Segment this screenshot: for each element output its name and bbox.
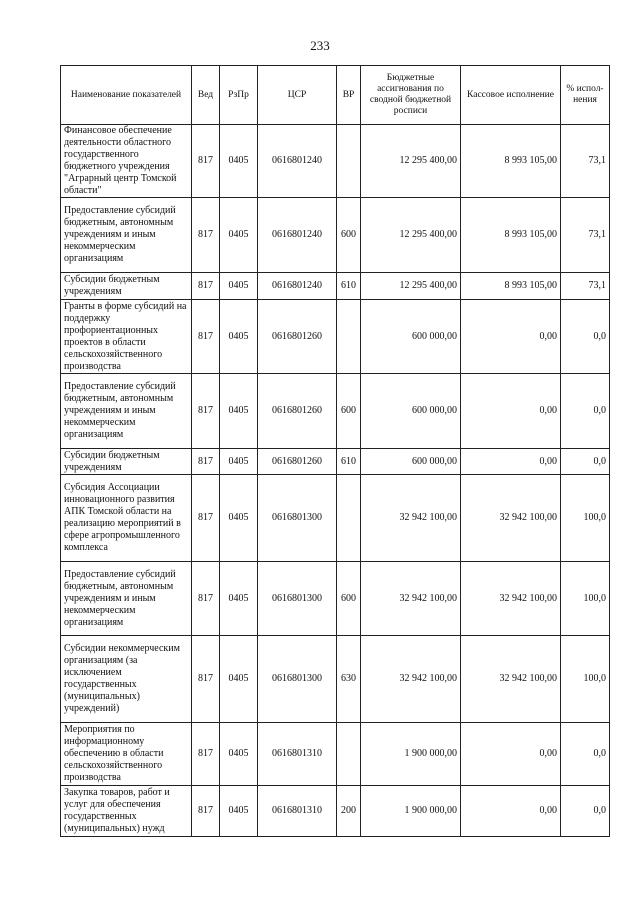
row-ved: 817: [192, 198, 220, 273]
row-execution: 0,00: [461, 374, 561, 449]
table-row: [61, 449, 610, 475]
row-name: Предоставление субсидий бюджетным, автономным учреждениям и иным некоммерческим организациям: [61, 374, 192, 449]
row-percent: 100,0: [561, 475, 610, 562]
table-row: [61, 723, 610, 786]
row-ved: 817: [192, 786, 220, 837]
header-assignments: Бюджетные ассигнования по сводной бюджетной росписи: [361, 66, 461, 125]
row-rzpr: 0405: [220, 786, 258, 837]
row-csr: 0616801240: [258, 125, 337, 198]
row-percent: 0,0: [561, 723, 610, 786]
row-execution: 32 942 100,00: [461, 636, 561, 723]
row-execution: 0,00: [461, 786, 561, 837]
header-name: Наименование показателей: [61, 66, 192, 125]
row-rzpr: 0405: [220, 636, 258, 723]
row-name: Предоставление субсидий бюджетным, автономным учреждениям и иным некоммерческим организациям: [61, 198, 192, 273]
row-ved: 817: [192, 562, 220, 636]
row-vr: [337, 723, 361, 786]
row-csr: 0616801310: [258, 786, 337, 837]
row-execution: 0,00: [461, 449, 561, 475]
row-assignments: 32 942 100,00: [361, 636, 461, 723]
row-name: Гранты в форме субсидий на поддержку профориентационных проектов в области сельскохозяйственного производства: [61, 300, 192, 374]
row-csr: 0616801300: [258, 475, 337, 562]
table-row: [61, 786, 610, 837]
row-percent: 0,0: [561, 374, 610, 449]
page-number: 233: [310, 38, 330, 53]
row-percent: 100,0: [561, 636, 610, 723]
row-assignments: 12 295 400,00: [361, 198, 461, 273]
header-execution: Кассовое исполнение: [461, 66, 561, 125]
row-ved: 817: [192, 723, 220, 786]
row-name: Предоставление субсидий бюджетным, автономным учреждениям и иным некоммерческим организациям: [61, 562, 192, 636]
header-csr: ЦСР: [258, 66, 337, 125]
table-row: [61, 125, 610, 198]
row-percent: 73,1: [561, 273, 610, 300]
row-csr: 0616801310: [258, 723, 337, 786]
row-name: Субсидии некоммерческим организациям (за исключением государственных (муниципальных) учреждений): [61, 636, 192, 723]
row-vr: 600: [337, 562, 361, 636]
row-csr: 0616801260: [258, 374, 337, 449]
table-row: [61, 198, 610, 273]
row-assignments: 32 942 100,00: [361, 475, 461, 562]
row-name: Субсидия Ассоциации инновационного развития АПК Томской области на реализацию мероприятий в сфере агропромышленного комплекса: [61, 475, 192, 562]
row-vr: [337, 125, 361, 198]
row-execution: 0,00: [461, 300, 561, 374]
header-percent: % испол-нения: [561, 66, 610, 125]
row-rzpr: 0405: [220, 562, 258, 636]
row-execution: 8 993 105,00: [461, 273, 561, 300]
row-rzpr: 0405: [220, 374, 258, 449]
row-name: Закупка товаров, работ и услуг для обеспечения государственных (муниципальных) нужд: [61, 786, 192, 837]
row-rzpr: 0405: [220, 300, 258, 374]
row-vr: 630: [337, 636, 361, 723]
row-execution: 0,00: [461, 723, 561, 786]
row-percent: 0,0: [561, 449, 610, 475]
row-assignments: 600 000,00: [361, 449, 461, 475]
row-vr: [337, 300, 361, 374]
row-execution: 32 942 100,00: [461, 475, 561, 562]
row-csr: 0616801260: [258, 300, 337, 374]
row-percent: 0,0: [561, 786, 610, 837]
table-row: [61, 562, 610, 636]
table-row: [61, 273, 610, 300]
row-ved: 817: [192, 374, 220, 449]
row-csr: 0616801300: [258, 562, 337, 636]
row-ved: 817: [192, 475, 220, 562]
row-vr: [337, 475, 361, 562]
row-assignments: 32 942 100,00: [361, 562, 461, 636]
row-execution: 8 993 105,00: [461, 198, 561, 273]
row-assignments: 600 000,00: [361, 300, 461, 374]
row-assignments: 12 295 400,00: [361, 273, 461, 300]
row-csr: 0616801260: [258, 449, 337, 475]
row-vr: 610: [337, 273, 361, 300]
budget-table: [60, 65, 610, 837]
table-row: [61, 300, 610, 374]
row-vr: 610: [337, 449, 361, 475]
row-assignments: 600 000,00: [361, 374, 461, 449]
row-percent: 73,1: [561, 125, 610, 198]
row-csr: 0616801300: [258, 636, 337, 723]
row-ved: 817: [192, 273, 220, 300]
row-rzpr: 0405: [220, 273, 258, 300]
row-name: Субсидии бюджетным учреждениям: [61, 273, 192, 300]
header-rzpr: РзПр: [220, 66, 258, 125]
row-execution: 32 942 100,00: [461, 562, 561, 636]
row-assignments: 1 900 000,00: [361, 786, 461, 837]
header-ved: Вед: [192, 66, 220, 125]
row-assignments: 1 900 000,00: [361, 723, 461, 786]
row-name: Финансовое обеспечение деятельности областного государственного бюджетного учреждения "Аграрный центр Томской области": [61, 125, 192, 198]
row-vr: 600: [337, 198, 361, 273]
row-csr: 0616801240: [258, 198, 337, 273]
table-row: [61, 636, 610, 723]
table-row: [61, 374, 610, 449]
row-name: Субсидии бюджетным учреждениям: [61, 449, 192, 475]
row-ved: 817: [192, 449, 220, 475]
row-ved: 817: [192, 300, 220, 374]
row-rzpr: 0405: [220, 723, 258, 786]
table-row: [61, 475, 610, 562]
row-percent: 73,1: [561, 198, 610, 273]
row-percent: 100,0: [561, 562, 610, 636]
row-ved: 817: [192, 636, 220, 723]
header-row: [61, 66, 610, 125]
row-percent: 0,0: [561, 300, 610, 374]
row-vr: 600: [337, 374, 361, 449]
row-execution: 8 993 105,00: [461, 125, 561, 198]
row-rzpr: 0405: [220, 475, 258, 562]
row-ved: 817: [192, 125, 220, 198]
row-rzpr: 0405: [220, 125, 258, 198]
row-assignments: 12 295 400,00: [361, 125, 461, 198]
header-vr: ВР: [337, 66, 361, 125]
row-csr: 0616801240: [258, 273, 337, 300]
row-name: Мероприятия по информационному обеспечению в области сельскохозяйственного производства: [61, 723, 192, 786]
row-rzpr: 0405: [220, 198, 258, 273]
row-vr: 200: [337, 786, 361, 837]
row-rzpr: 0405: [220, 449, 258, 475]
